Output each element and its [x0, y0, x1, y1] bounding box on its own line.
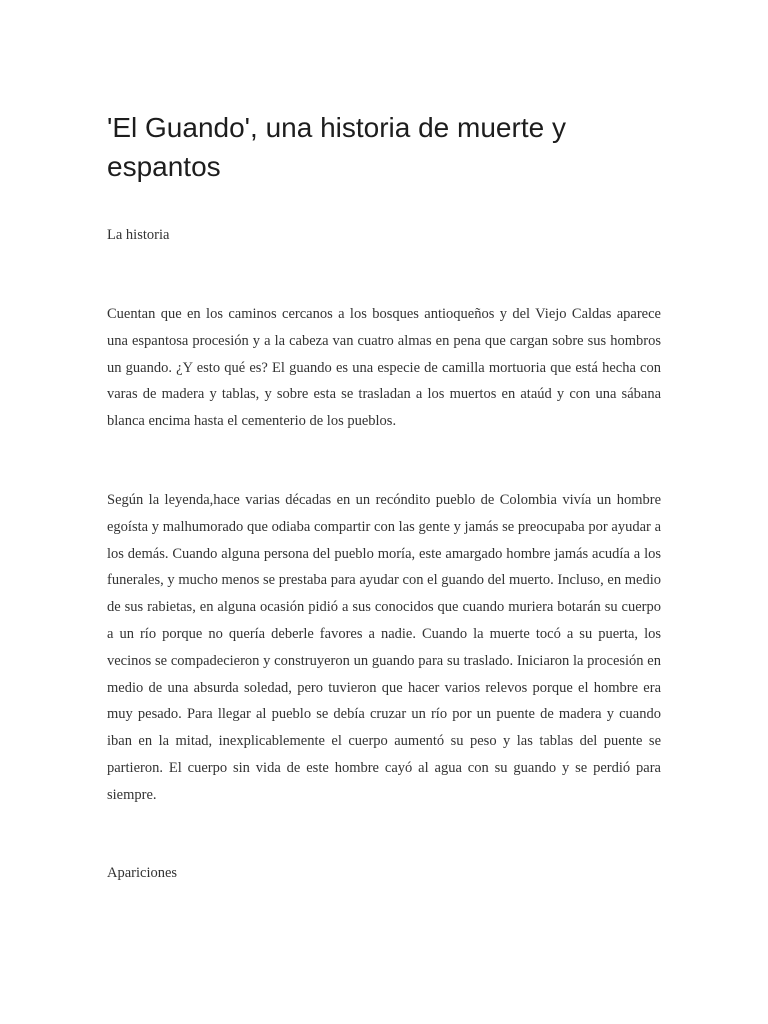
section-heading-apariciones: Apariciones: [107, 865, 178, 881]
paragraph-1: Cuentan que en los caminos cercanos a los bosques antioqueños y del Viejo Caldas aparece una espantosa procesión y a la cabeza van cuatro almas en pena que cargan sobre sus hombros un guando. ¿Y esto qué es? El guando es una especie de camilla mortuoria que está hecha con varas de madera y tablas, y sobre esta se trasladan a los muertos en ataúd y con una sábana blanca encima hasta el cementerio de los pueblos.: [107, 306, 661, 430]
paragraph-2: Según la leyenda,hace varias décadas en un recóndito pueblo de Colombia vivía un hombre egoísta y malhumorado que odiaba compartir con las gente y jamás se preocupaba por ayudar a los demás. Cuando alguna persona del pueblo moría, este amargado hombre jamás acudía a los funerales, y mucho menos se prestaba para ayudar con el guando del muerto. Incluso, en medio de sus rabietas, en alguna ocasión pidió a sus conocidos que cuando muriera botarán su cuerpo a un río porque no quería deberle favores a nadie. Cuando la muerte tocó a su puerta, los vecinos se compadecieron y construyeron un guando para su traslado. Iniciaron la procesión en medio de una absurda soledad, pero tuvieron que hacer varios relevos porque el hombre era muy pesado. Para llegar al pueblo se debía cruzar un río por un puente de madera y cuando iban en la mitad, inexplicablemente el cuerpo aumentó su peso y las tablas del puente se partieron. El cuerpo sin vida de este hombre cayó al agua con su guando y se perdió para siempre.: [107, 492, 661, 803]
section-heading-la-historia: La historia: [107, 227, 170, 243]
document-title: 'El Guando', una historia de muerte y espantos: [107, 112, 566, 182]
